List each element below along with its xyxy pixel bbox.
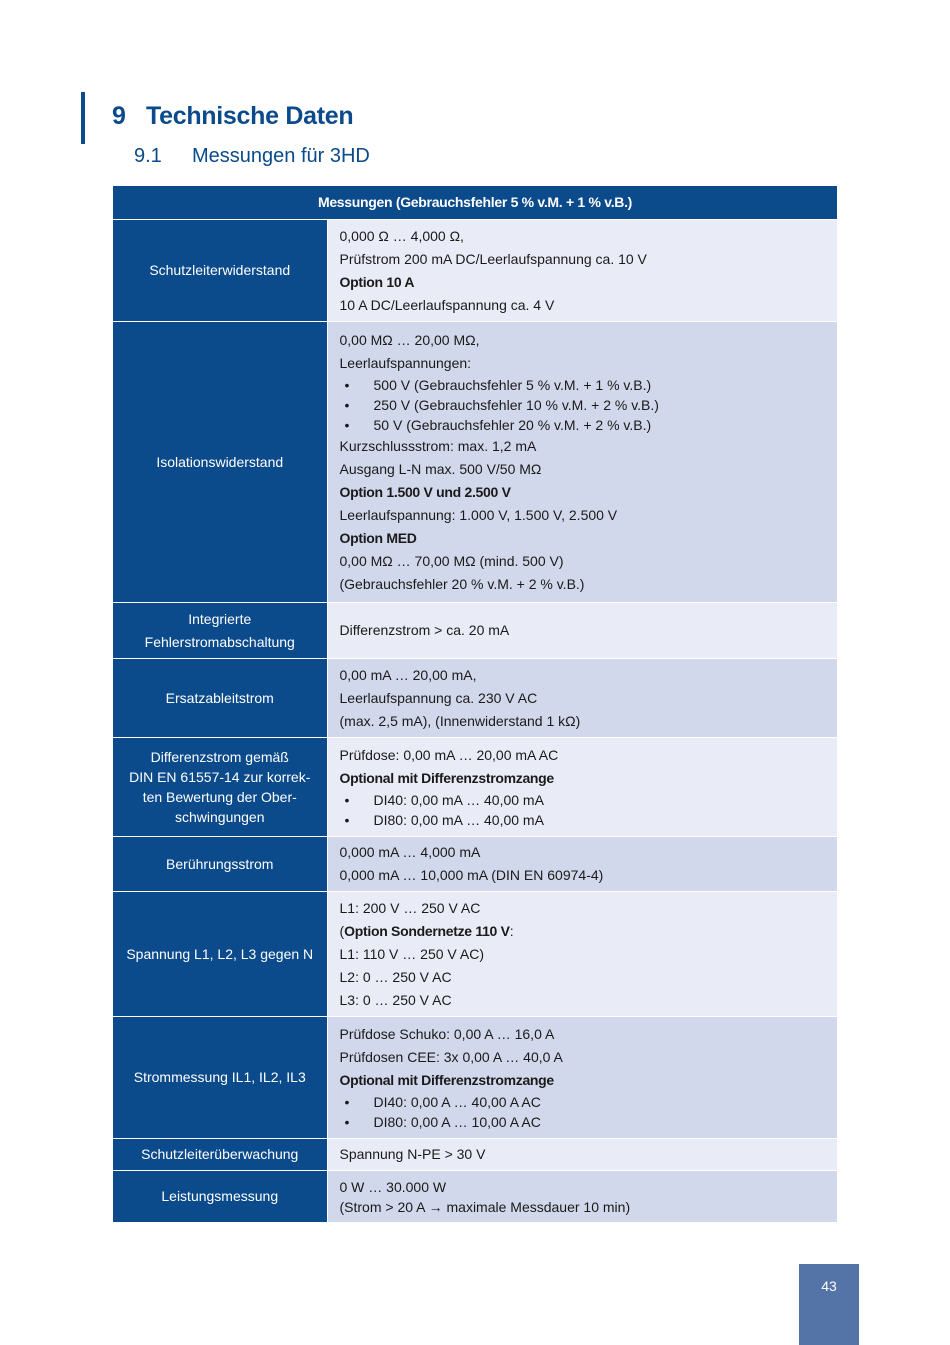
value-line: 10 A DC/Leerlaufspannung ca. 4 V <box>339 296 555 313</box>
value-line: L1: 110 V … 250 V AC) <box>339 945 484 962</box>
row-label <box>113 1171 327 1223</box>
bullet-item: • DI80: 0,00 A … 10,00 A AC <box>340 1112 826 1132</box>
row-value <box>327 837 837 892</box>
table-row <box>113 220 837 322</box>
bullet-item: • 500 V (Gebrauchsfehler 5 % v.M. + 1 % v.B.) <box>340 375 826 395</box>
chapter-heading <box>112 102 353 131</box>
value-heading: Option MED <box>339 529 417 546</box>
bullet-item: • DI80: 0,00 mA … 40,00 mA <box>340 810 826 830</box>
row-label-line: Schutzleiterwiderstand <box>149 262 291 278</box>
row-label-line: Schutzleiterüberwachung <box>141 1146 299 1162</box>
row-label-line: Isolationswiderstand <box>156 453 284 470</box>
value-line: Kurzschlussstrom: max. 1,2 mA <box>339 437 537 454</box>
bullet-list <box>340 1092 826 1132</box>
page-number: 43 <box>821 1278 837 1294</box>
value-line: L3: 0 … 250 V AC <box>339 991 452 1008</box>
value-line: L1: 200 V … 250 V AC <box>339 899 481 916</box>
row-label <box>113 1017 327 1139</box>
value-fragment: : <box>509 922 514 939</box>
row-value <box>327 659 837 738</box>
table-row <box>113 837 837 892</box>
row-label <box>113 220 327 322</box>
chapter-number: 9 <box>112 102 126 130</box>
bullet-list <box>340 790 826 830</box>
row-label-line: schwingungen <box>174 809 265 825</box>
value-line <box>340 920 826 943</box>
row-label-line: DIN EN 61557-14 zur korrek- <box>129 769 311 785</box>
heading-accent-bar <box>81 92 85 144</box>
value-line: Differenzstrom > ca. 20 mA <box>339 622 510 638</box>
value-heading: Option 1.500 V und 2.500 V <box>339 483 511 500</box>
value-line: 0,000 Ω … 4,000 Ω, <box>339 227 464 244</box>
section-heading <box>134 145 370 168</box>
row-value <box>327 1139 837 1171</box>
value-line: (max. 2,5 mA), (Innenwiderstand 1 kΩ) <box>339 712 581 729</box>
bullet-item: • DI40: 0,00 mA … 40,00 mA <box>340 790 826 810</box>
row-label <box>113 837 327 892</box>
value-line: Spannung N-PE > 30 V <box>339 1146 486 1162</box>
row-value <box>327 322 837 603</box>
table-row <box>113 1017 837 1139</box>
row-value <box>327 892 837 1017</box>
section-title: Messungen für 3HD <box>192 145 370 167</box>
table-row <box>113 322 837 603</box>
table-row <box>113 659 837 738</box>
value-fragment: Option Sondernetze 110 V <box>344 922 510 939</box>
value-line: Leerlaufspannung: 1.000 V, 1.500 V, 2.500 V <box>339 506 618 523</box>
row-label-line: Strommessung IL1, IL2, IL3 <box>133 1069 306 1085</box>
row-label-line: ten Bewertung der Ober- <box>142 789 297 805</box>
row-label <box>113 738 327 837</box>
row-value <box>327 603 837 659</box>
table-row <box>113 1171 837 1223</box>
row-label-line: Integrierte <box>188 610 252 627</box>
section-number: 9.1 <box>134 145 162 167</box>
row-label-line: Leistungsmessung <box>161 1188 279 1204</box>
value-heading: Option 10 A <box>339 273 415 290</box>
table-header-row <box>113 186 837 220</box>
row-label <box>113 1139 327 1171</box>
row-value <box>327 220 837 322</box>
value-line: 0,00 MΩ … 70,00 MΩ (mind. 500 V) <box>339 552 564 569</box>
table-row <box>113 1139 837 1171</box>
row-label <box>113 603 327 659</box>
row-label <box>113 659 327 738</box>
value-line: 0,00 MΩ … 20,00 MΩ, <box>339 331 480 348</box>
value-line: Prüfdosen CEE: 3x 0,00 A … 40,0 A <box>339 1049 563 1065</box>
row-value <box>327 738 837 837</box>
value-line: (Gebrauchsfehler 20 % v.M. + 2 % v.B.) <box>339 575 585 592</box>
value-line: Prüfdose: 0,00 mA … 20,00 mA AC <box>339 747 559 763</box>
value-line: 0 W … 30.000 W <box>339 1178 447 1195</box>
table-row <box>113 738 837 837</box>
value-heading: Optional mit Differenzstromzange <box>339 770 554 786</box>
table-row <box>113 603 837 659</box>
value-line: Leerlaufspannungen: <box>339 354 472 371</box>
value-line: Leerlaufspannung ca. 230 V AC <box>339 689 538 706</box>
table-row <box>113 892 837 1017</box>
table-body <box>113 220 837 1223</box>
value-line: Prüfstrom 200 mA DC/Leerlaufspannung ca. 10 V <box>339 250 647 267</box>
value-heading: Optional mit Differenzstromzange <box>339 1072 554 1088</box>
technical-data-table <box>113 186 837 1223</box>
row-label <box>113 892 327 1017</box>
row-label-line: Berührungsstrom <box>166 855 274 872</box>
bullet-list <box>340 375 826 435</box>
value-line: Prüfdose Schuko: 0,00 A … 16,0 A <box>339 1026 555 1042</box>
row-label-line: Ersatzableitstrom <box>165 689 274 706</box>
row-label-line: Differenzstrom gemäß <box>150 749 289 765</box>
row-label <box>113 322 327 603</box>
value-line: 0,000 mA … 10,000 mA (DIN EN 60974-4) <box>339 867 604 883</box>
value-line: L2: 0 … 250 V AC <box>339 968 452 985</box>
value-fragment: ( <box>339 922 345 939</box>
bullet-item: • 250 V (Gebrauchsfehler 10 % v.M. + 2 % v.B.) <box>340 395 826 415</box>
value-line: (Strom > 20 A → maximale Messdauer 10 min) <box>339 1198 631 1215</box>
page-number-box <box>799 1264 859 1345</box>
value-line: 0,00 mA … 20,00 mA, <box>339 666 477 683</box>
row-label-line: Spannung L1, L2, L3 gegen N <box>126 945 314 962</box>
row-label-line: Fehlerstromabschaltung <box>144 633 295 650</box>
table-header: Messungen (Gebrauchsfehler 5 % v.M. + 1 % v.B.) <box>113 186 837 220</box>
bullet-item: • DI40: 0,00 A … 40,00 A AC <box>340 1092 826 1112</box>
chapter-title: Technische Daten <box>146 102 354 130</box>
value-line: 0,000 mA … 4,000 mA <box>339 844 481 860</box>
row-value <box>327 1017 837 1139</box>
bullet-item: • 50 V (Gebrauchsfehler 20 % v.M. + 2 % v.B.) <box>340 415 826 435</box>
row-value <box>327 1171 837 1223</box>
value-line: Ausgang L-N max. 500 V/50 MΩ <box>339 460 542 477</box>
